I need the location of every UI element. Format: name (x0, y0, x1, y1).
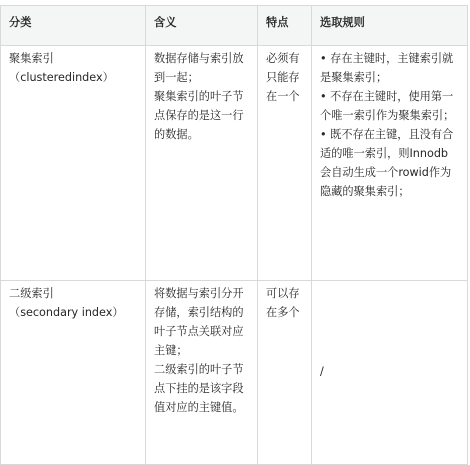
cell-meaning (146, 281, 258, 465)
rule-item: • 不存在主键时，使用第一个唯一索引作为聚集索引； (320, 90, 455, 122)
meaning-line: 聚集索引的叶子节点保存的是这一行的数据。 (154, 90, 244, 141)
category-english: （secondary index） (9, 306, 124, 319)
table-header-row (1, 6, 468, 46)
cell-rules (312, 46, 468, 281)
meaning-line: 将数据与索引分开存储，索引结构的叶子节点关联对应主键； (154, 287, 244, 357)
cell-feature: 必须有只能存在一个 (258, 46, 312, 281)
cell-category (1, 46, 146, 281)
header-meaning: 含义 (146, 6, 258, 46)
table-row (1, 281, 468, 465)
rule-item: • 既不存在主键，且没有合适的唯一索引，则Innodb会自动生成一个rowid作为隐藏的聚集索引； (320, 128, 454, 198)
header-rules: 选取规则 (312, 6, 468, 46)
cell-category (1, 281, 146, 465)
cell-rules (312, 281, 468, 465)
header-feature: 特点 (258, 6, 312, 46)
table-row (1, 46, 468, 281)
meaning-line: 二级索引的叶子节点下挂的是该字段值对应的主键值。 (154, 363, 244, 414)
rule-item: • 存在主键时，主键索引就是聚集索引； (320, 52, 454, 84)
category-name: 聚集索引 (9, 52, 54, 65)
category-english: （clusteredindex） (9, 71, 114, 84)
meaning-line: 数据存储与索引放到一起； (154, 52, 244, 84)
cell-feature: 可以存在多个 (258, 281, 312, 465)
index-comparison-table (0, 5, 468, 465)
cell-meaning (146, 46, 258, 281)
category-name: 二级索引 (9, 287, 54, 300)
rule-item: / (320, 364, 324, 378)
header-category: 分类 (1, 6, 146, 46)
